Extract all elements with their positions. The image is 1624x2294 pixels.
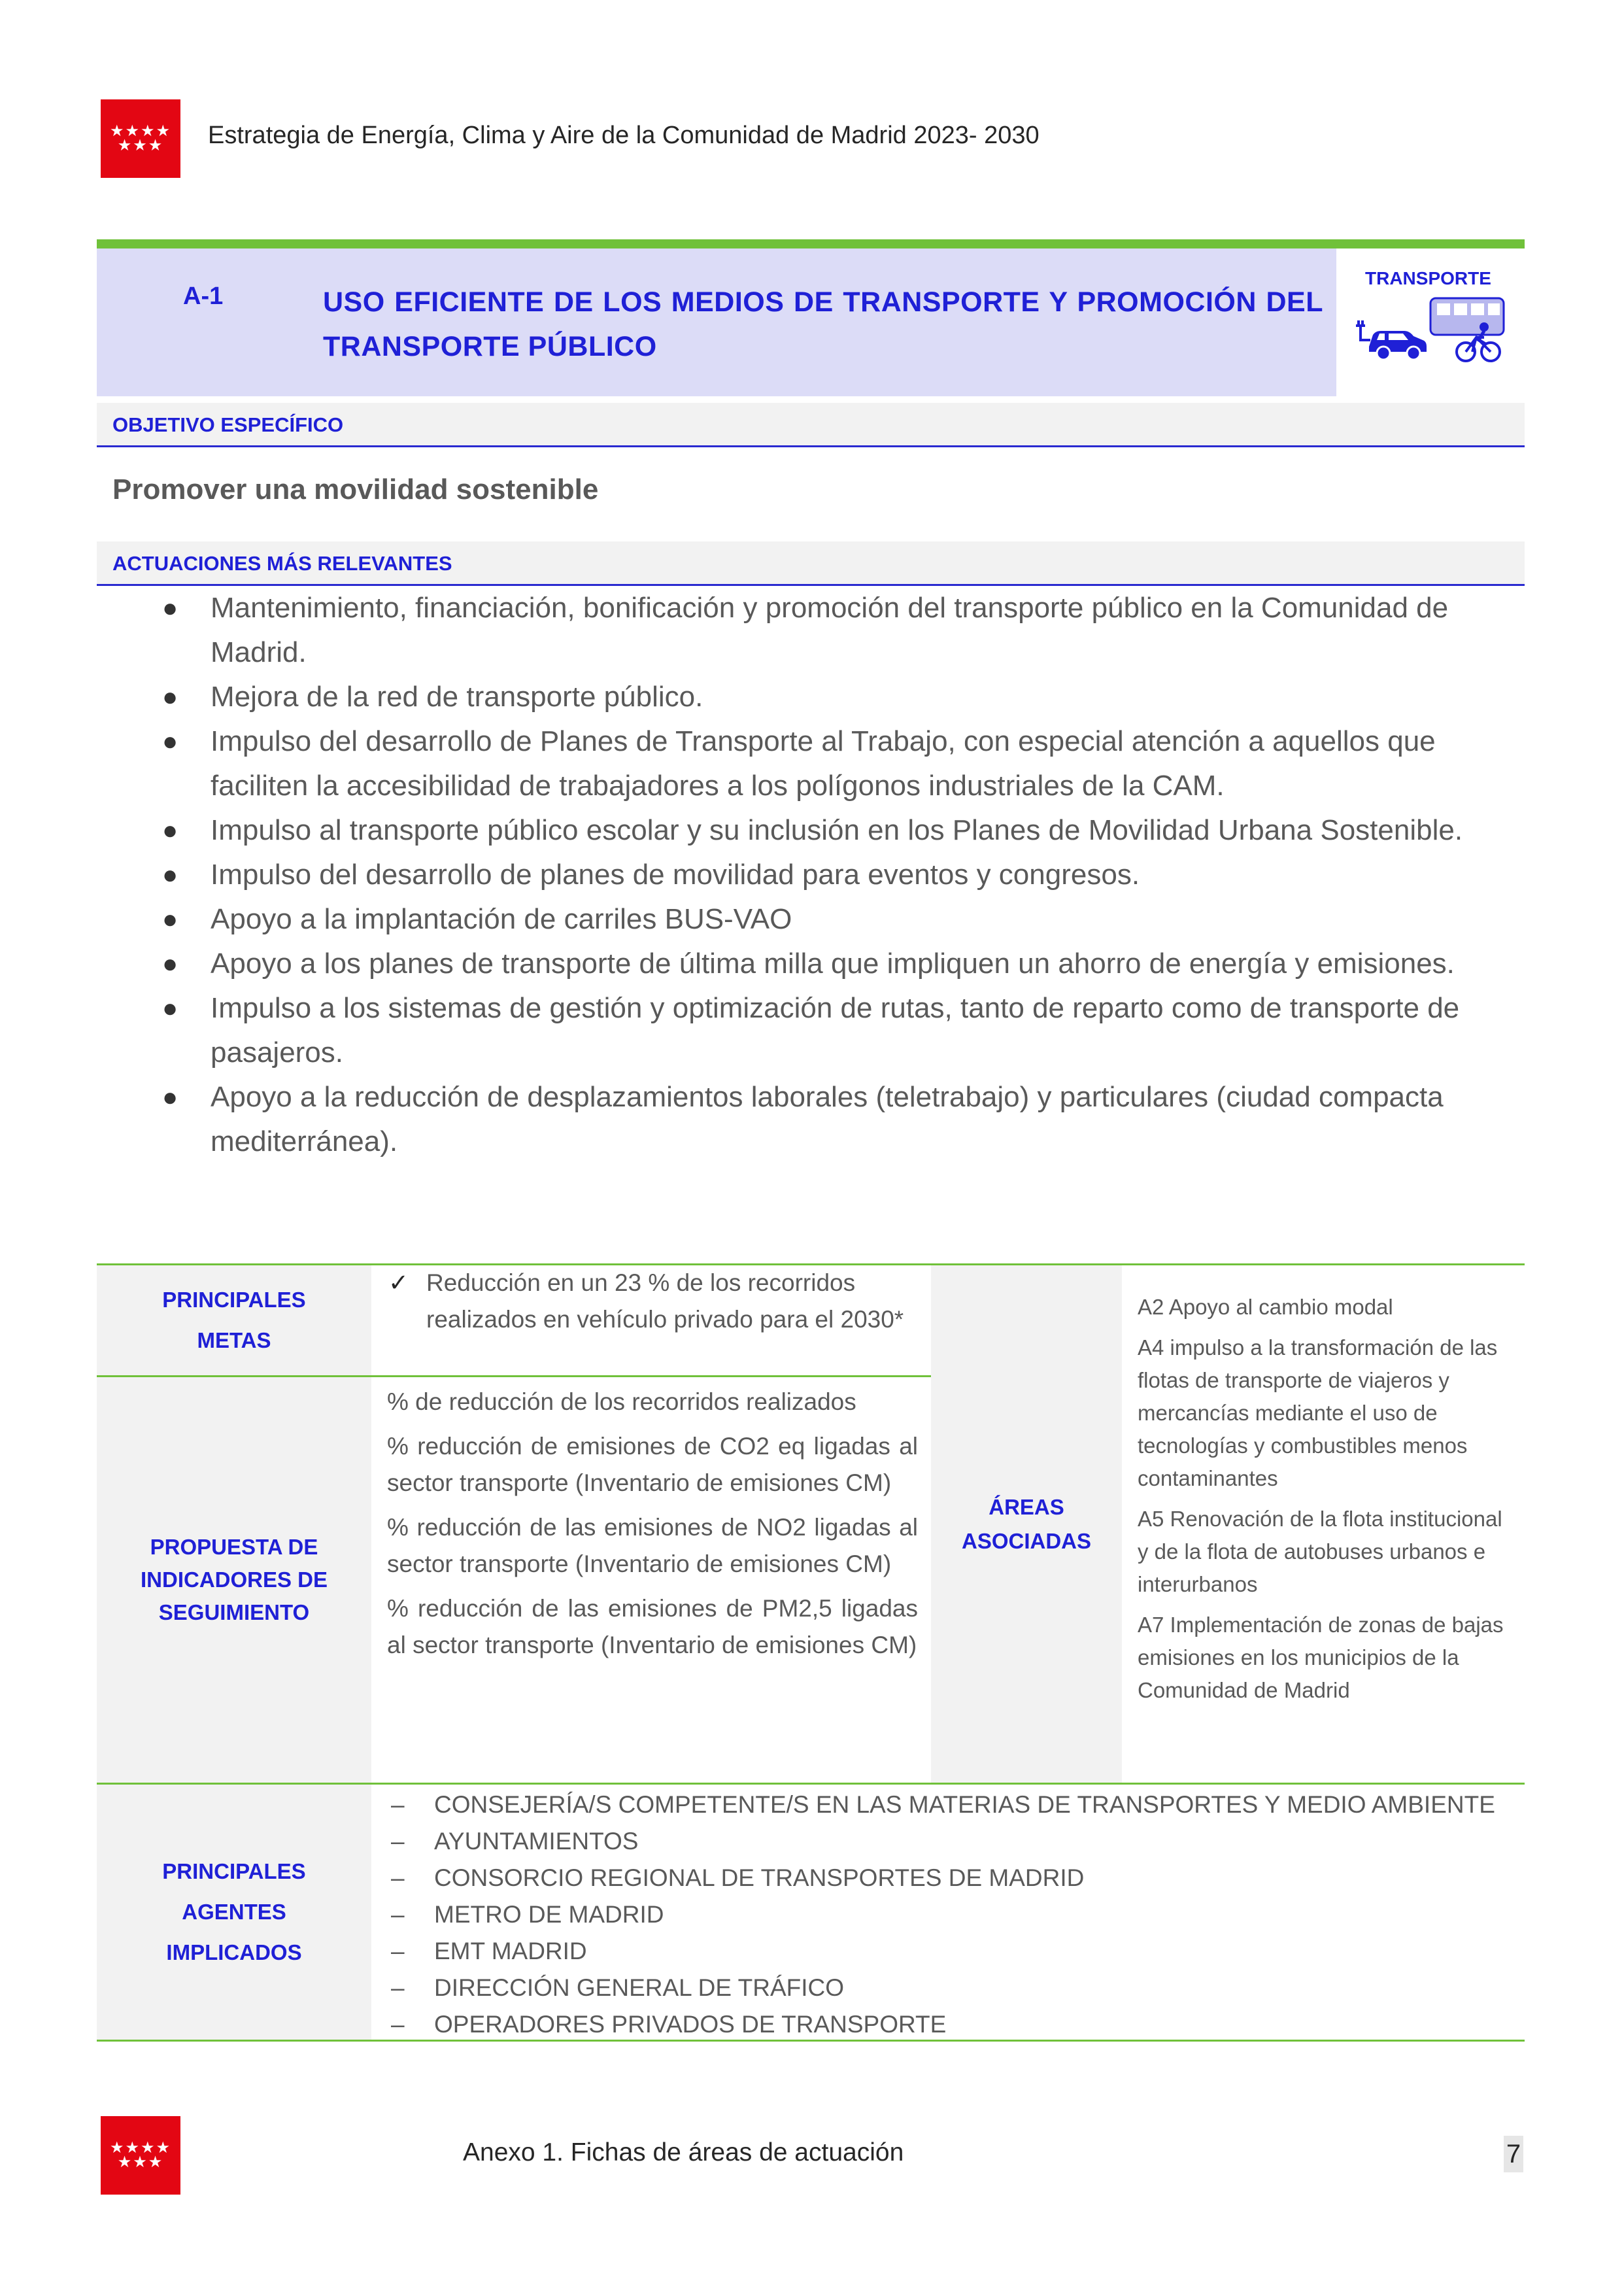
list-item: ● Impulso del desarrollo de planes de movilidad para eventos y congresos.	[162, 859, 1140, 891]
category-label: TRANSPORTE	[1365, 268, 1491, 288]
list-item: ● Apoyo a la implantación de carriles BUS-VAO	[162, 903, 792, 935]
list-item: ● Impulso al transporte público escolar y su inclusión en los Planes de Movilidad Urbana Sostenible.	[162, 814, 1463, 846]
agents-content	[371, 1787, 1522, 2043]
agent-item: – OPERADORES PRIVADOS DE TRANSPORTE	[391, 2011, 947, 2038]
card-code: A-1	[183, 282, 224, 310]
area-item: A7 Implementación de zonas de bajas emisiones en los municipios de la Comunidad de Madrid	[1138, 1613, 1504, 1702]
indicator-item: % reducción de emisiones de CO2 eq ligadas al sector transporte (Inventario de emisiones CM)	[387, 1433, 918, 1496]
indicator-item: % de reducción de los recorridos realizados	[387, 1388, 856, 1415]
agent-item: – EMT MADRID	[391, 1938, 587, 1964]
agent-item: – AYUNTAMIENTOS	[391, 1828, 639, 1855]
agent-item: – DIRECCIÓN GENERAL DE TRÁFICO	[391, 1974, 845, 2001]
top-green-divider	[97, 239, 1525, 248]
card-title: USO EFICIENTE DE LOS MEDIOS DE TRANSPORTE Y PROMOCIÓN DEL TRANSPORTE PÚBLICO	[323, 286, 1323, 362]
list-item: ● Apoyo a los planes de transporte de última milla que impliquen un ahorro de energía y emisiones.	[162, 948, 1455, 980]
metas-label-divider	[97, 1375, 371, 1377]
agent-item: – CONSEJERÍA/S COMPETENTE/S EN LAS MATERIAS DE TRANSPORTES Y MEDIO AMBIENTE	[391, 1791, 1495, 1818]
objective-heading: OBJETIVO ESPECÍFICO	[97, 403, 1525, 447]
metas-divider	[371, 1375, 931, 1377]
list-item: ● Impulso a los sistemas de gestión y optimización de rutas, tanto de reparto como de transporte de pasajeros.	[162, 992, 1460, 1069]
areas-label: ÁREAS ASOCIADAS	[961, 1494, 1092, 1553]
table-bottom-divider	[97, 2040, 1525, 2042]
agent-item: – METRO DE MADRID	[391, 1901, 664, 1928]
actions-heading: ACTUACIONES MÁS RELEVANTES	[97, 541, 1525, 586]
footer-logo: ★★★★ ★★★	[101, 2116, 180, 2195]
areas-content	[1138, 1291, 1510, 1715]
check-icon: ✓	[388, 1269, 409, 1296]
list-item: ● Mejora de la red de transporte público.	[162, 681, 703, 713]
agents-label: PRINCIPALES AGENTES IMPLICADOS	[162, 1859, 306, 1964]
metas-content	[388, 1265, 911, 1338]
objective-text: Promover una movilidad sostenible	[112, 473, 599, 505]
document-header-title: Estrategia de Energía, Clima y Aire de la Comunidad de Madrid 2023- 2030	[208, 122, 1040, 149]
transport-car-bus-bike-icon	[1351, 294, 1508, 366]
metas-text: Reducción en un 23 % de los recorridos realizados en vehículo privado para el 2030*	[426, 1269, 904, 1333]
page-number: 7	[1504, 2136, 1523, 2172]
area-item: A2 Apoyo al cambio modal	[1138, 1295, 1393, 1319]
footer-text: Anexo 1. Fichas de áreas de actuación	[463, 2138, 904, 2166]
list-item: ● Apoyo a la reducción de desplazamientos laborales (teletrabajo) y particulares (ciudad compacta mediterránea).	[162, 1081, 1444, 1157]
area-item: A4 impulso a la transformación de las flotas de transporte de viajeros y mercancías mediante el uso de tecnologías y combustibles menos contaminantes	[1138, 1335, 1498, 1490]
indicators-label: PROPUESTA DE INDICADORES DE SEGUIMIENTO	[140, 1535, 328, 1624]
actions-list	[157, 586, 1504, 1164]
indicators-content	[387, 1384, 918, 1664]
agent-item: – CONSORCIO REGIONAL DE TRANSPORTES DE MADRID	[391, 1864, 1085, 1891]
list-item: ● Impulso del desarrollo de Planes de Transporte al Trabajo, con especial atención a aquellos que faciliten la accesibilidad de trabajadores a los polígonos industriales de la CAM.	[162, 725, 1436, 802]
list-item: ● Mantenimiento, financiación, bonificación y promoción del transporte público en la Comunidad de Madrid.	[162, 592, 1449, 668]
agents-divider	[97, 1783, 1525, 1785]
area-item: A5 Renovación de la flota institucional y de la flota de autobuses urbanos e interurbanos	[1138, 1507, 1502, 1596]
indicator-item: % reducción de las emisiones de NO2 ligadas al sector transporte (Inventario de emisiones CM)	[387, 1514, 918, 1577]
indicator-item: % reducción de las emisiones de PM2,5 ligadas al sector transporte (Inventario de emisiones CM)	[387, 1595, 918, 1658]
comunidad-madrid-logo: ★★★★ ★★★	[101, 99, 180, 178]
metas-label: PRINCIPALES METAS	[162, 1288, 306, 1352]
